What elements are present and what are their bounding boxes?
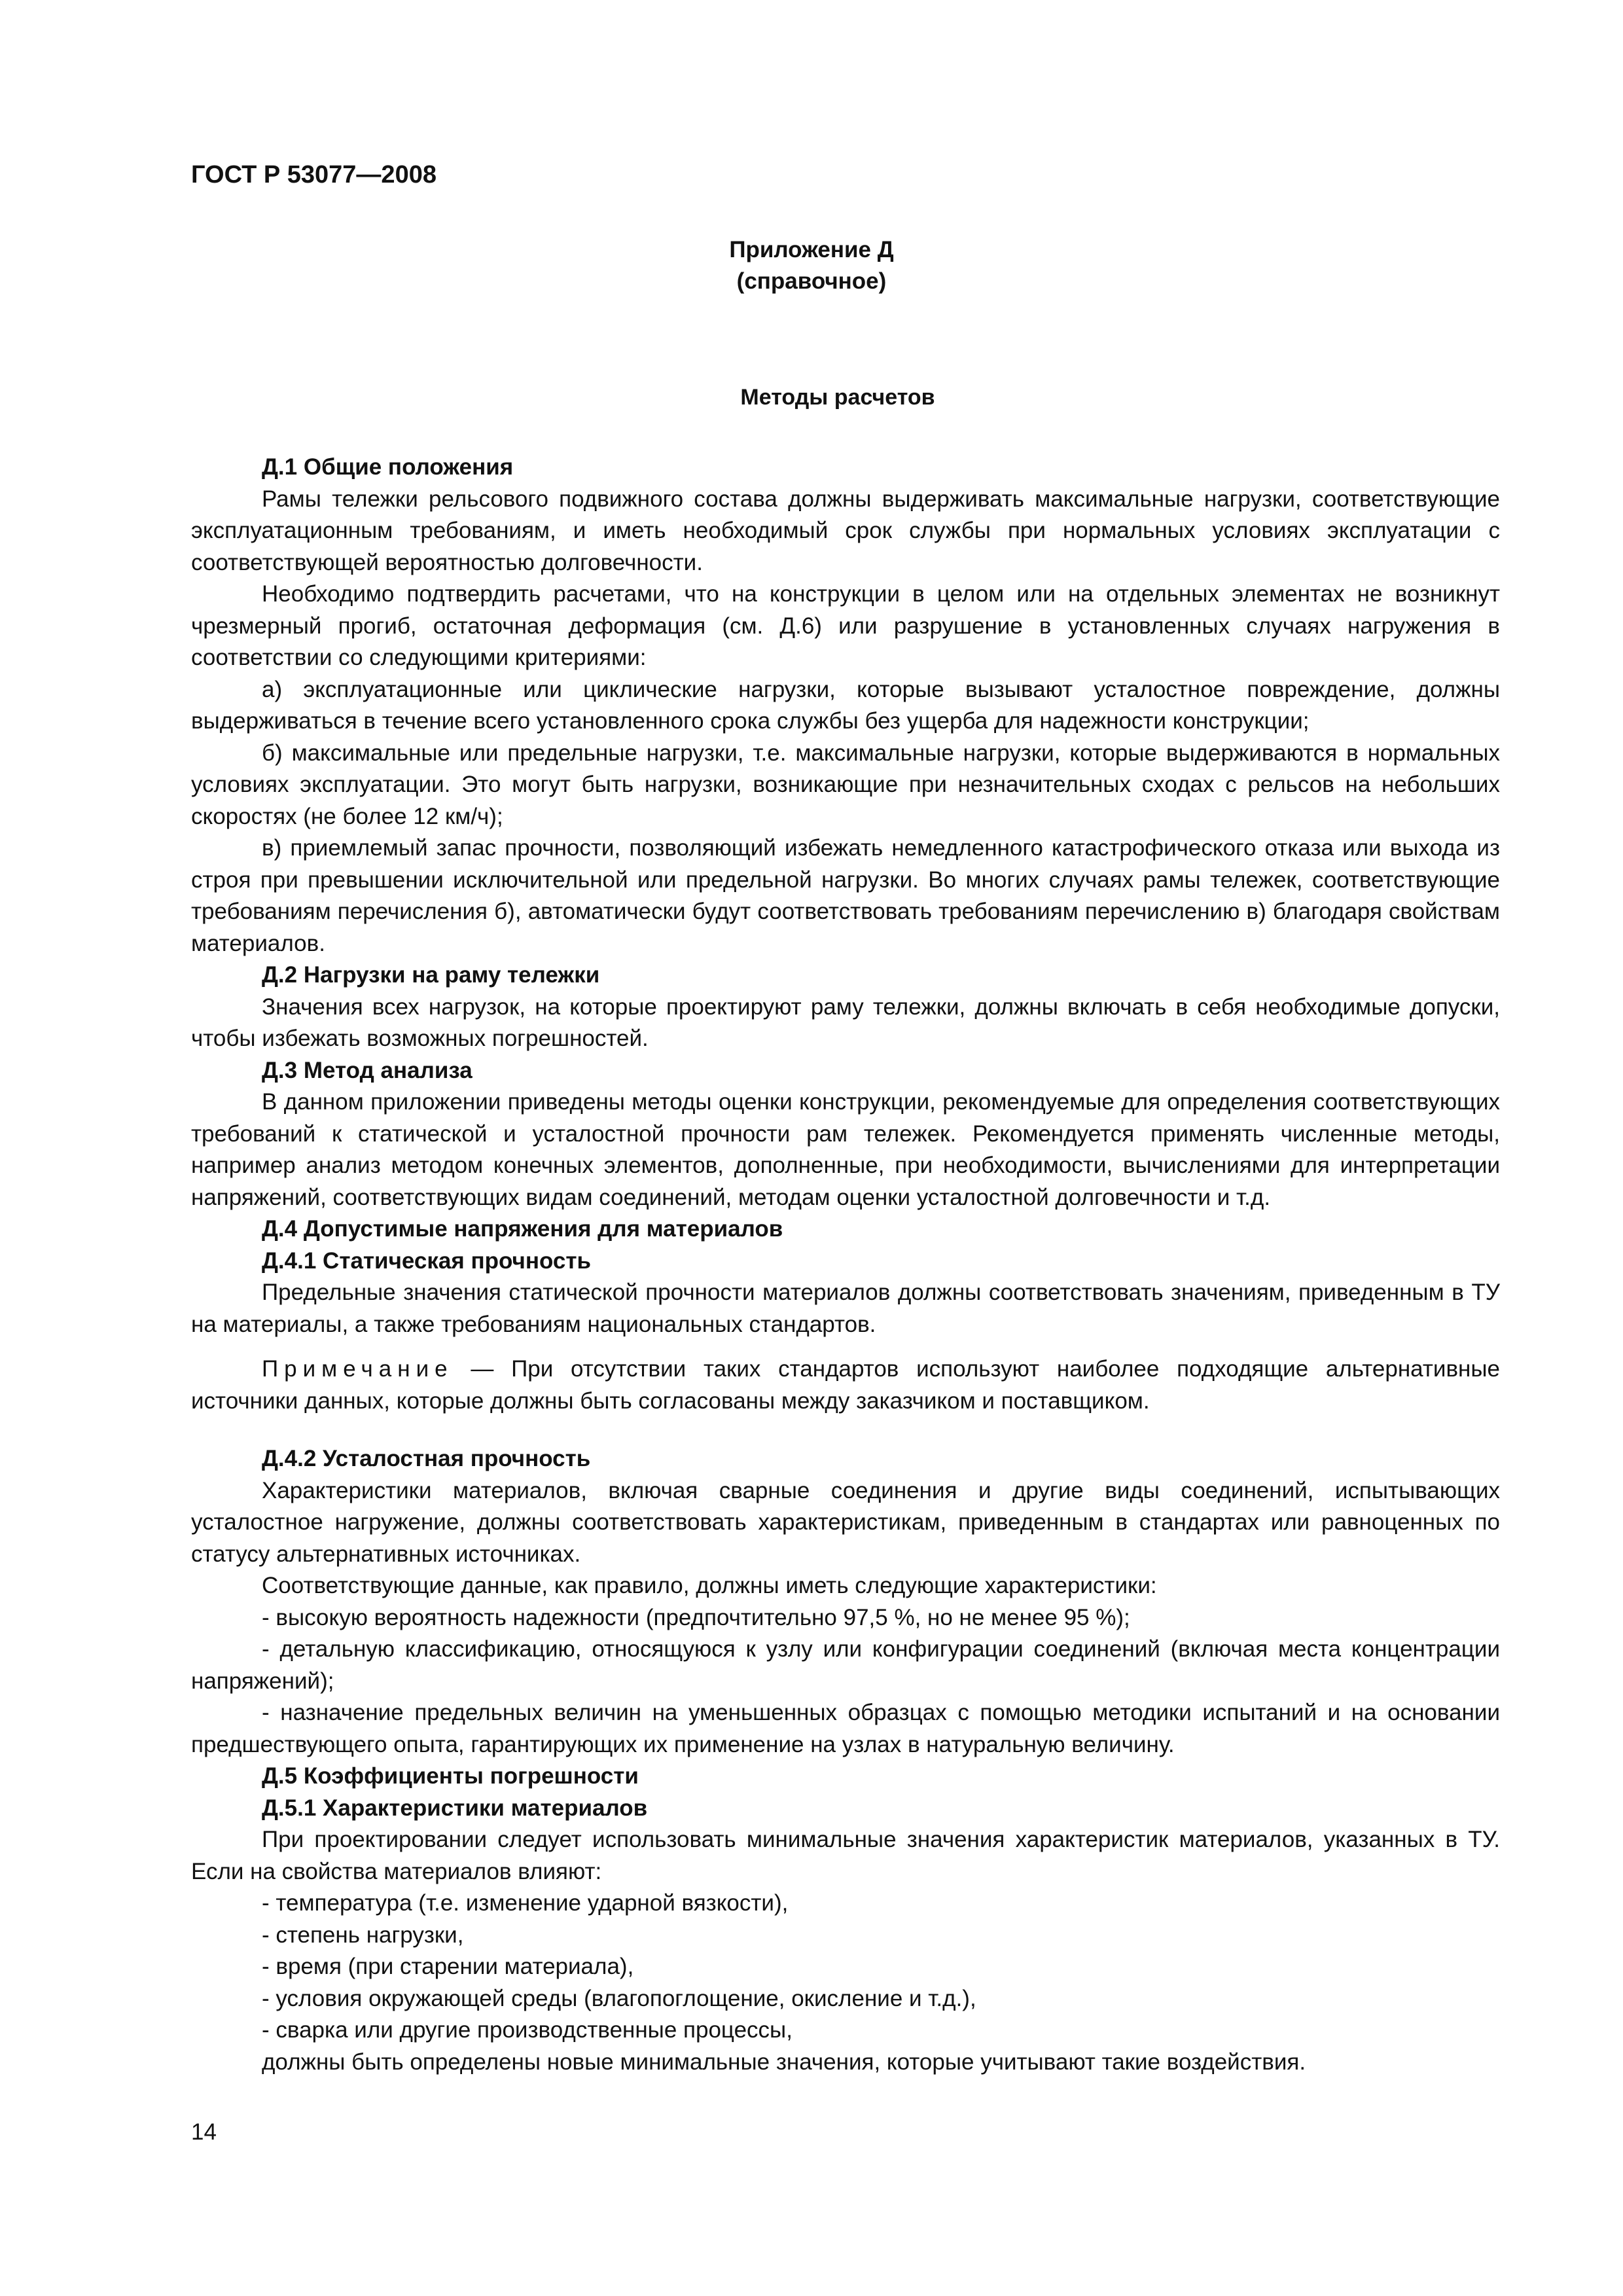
annex-type: (справочное) — [736, 268, 887, 294]
note-text: — При отсутствии таких стандартов используют наиболее подходящие альтернативные источники данных, которые должны быть согласованы между заказчиком и поставщиком. — [191, 1356, 1500, 1414]
list-item: - высокую вероятность надежности (предпочтительно 97,5 %, но не менее 95 %); — [262, 1604, 1130, 1630]
list-item: - сварка или другие производственные процессы, — [262, 2017, 793, 2043]
heading-d3: Д.3 Метод анализа — [262, 1057, 473, 1083]
list-item: - назначение предельных величин на уменьшенных образцах с помощью методики испытаний и на основании предшествующего опыта, гарантирующих их применение на узлах в натуральную величину. — [191, 1700, 1500, 1757]
list-item: - время (при старении материала), — [262, 1954, 634, 1979]
heading-d4-1: Д.4.1 Статическая прочность — [262, 1247, 592, 1274]
list-item: - детальную классификацию, относящуюся к узлу или конфигурации соединений (включая места концентрации напряжений); — [191, 1636, 1500, 1694]
list-item: - температура (т.е. изменение ударной вязкости), — [262, 1890, 789, 1916]
paragraph: Необходимо подтвердить расчетами, что на конструкции в целом или на отдельных элементах не возникнут чрезмерный прогиб, остаточная деформация (см. Д.6) или разрушение в установленных случаях нагружения в соответствии со следующими критериями: — [191, 581, 1500, 670]
note-label: Примечание — [262, 1356, 454, 1382]
document-code: ГОСТ Р 53077—2008 — [191, 161, 437, 188]
paragraph: В данном приложении приведены методы оценки конструкции, рекомендуемые для определения соответствующих требований к статической и усталостной прочности рам тележек. Рекомендуется применять численные методы, например анализ методом конечных элементов, дополненные, при необходимости, вычислениями для интерпретации напряжений, соответствующих видам соединений, методам оценки усталостной долговечности и т.д. — [191, 1089, 1500, 1210]
section-title: Методы расчетов — [740, 385, 935, 410]
list-item: б) максимальные или предельные нагрузки, т.е. максимальные нагрузки, которые выдерживаются в нормальных условиях эксплуатации. Это могут быть нагрузки, возникающие при незначительных сходах с рельсов на небольших скоростях (не более 12 км/ч); — [191, 740, 1500, 829]
paragraph: Рамы тележки рельсового подвижного состава должны выдерживать максимальные нагрузки, соответствующие эксплуатационным требованиям, и иметь необходимый срок службы при нормальных условиях эксплуатации с соответствующей вероятностью долговечности. — [191, 486, 1500, 575]
page-number: 14 — [191, 2119, 217, 2145]
heading-d2: Д.2 Нагрузки на раму тележки — [262, 962, 600, 988]
list-item: - степень нагрузки, — [262, 1922, 464, 1948]
list-item: в) приемлемый запас прочности, позволяющий избежать немедленного катастрофического отказа или выхода из строя при превышении исключительной или предельной нагрузки. Во многих случаях рамы тележек, соответствующие требованиям перечисления б), автоматически будут соответствовать требованиям перечислению в) благодаря свойствам материалов. — [191, 835, 1500, 956]
heading-d5: Д.5 Коэффициенты погрешности — [262, 1763, 639, 1789]
document-body — [191, 452, 1500, 2078]
paragraph: Предельные значения статической прочности материалов должны соответствовать значениям, приведенным в ТУ на материалы, а также требованиям национальных стандартов. — [191, 1280, 1500, 1337]
heading-d4: Д.4 Допустимые напряжения для материалов — [262, 1216, 783, 1242]
list-item: - условия окружающей среды (влагопоглощение, окисление и т.д.), — [262, 1985, 976, 2011]
paragraph: Соответствующие данные, как правило, должны иметь следующие характеристики: — [262, 1573, 1157, 1598]
paragraph: должны быть определены новые минимальные значения, которые учитывают такие воздействия. — [262, 2049, 1306, 2075]
paragraph: Значения всех нагрузок, на которые проектируют раму тележки, должны включать в себя необходимые допуски, чтобы избежать возможных погрешностей. — [191, 994, 1500, 1051]
heading-d5-1: Д.5.1 Характеристики материалов — [262, 1795, 648, 1821]
paragraph: Характеристики материалов, включая сварные соединения и другие виды соединений, испытывающих усталостное нагружение, должны соответствовать характеристикам, приведенным в стандартах или равноценных по статусу альтернативных источниках. — [191, 1477, 1500, 1567]
note — [191, 1354, 1500, 1417]
heading-d1: Д.1 Общие положения — [262, 454, 514, 480]
list-item: а) эксплуатационные или циклические нагрузки, которые вызывают усталостное повреждение, должны выдерживаться в течение всего установленного срока службы без ущерба для надежности конструкции; — [191, 676, 1500, 734]
annex-title: Приложение Д — [729, 237, 894, 262]
paragraph: При проектировании следует использовать минимальные значения характеристик материалов, указанных в ТУ. Если на свойства материалов влияют: — [191, 1827, 1500, 1884]
heading-d4-2: Д.4.2 Усталостная прочность — [262, 1446, 591, 1471]
annex-heading — [729, 234, 894, 297]
